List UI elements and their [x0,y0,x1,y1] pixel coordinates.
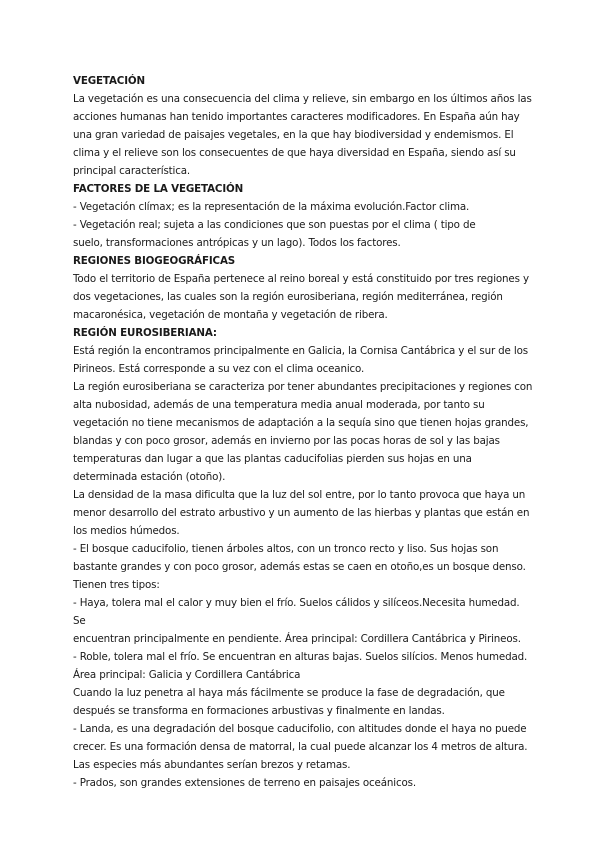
text-line: vegetación no tiene mecanismos de adaptación a la sequía sino que tienen hojas grandes, [73,417,529,429]
text-line: después se transforma en formaciones arbustivas y finalmente en landas. [73,705,445,717]
text-line: - Haya, tolera mal el calor y muy bien el frío. Suelos cálidos y silíceos.Necesita humedad. Se [73,597,520,627]
text-line: - Vegetación real; sujeta a las condiciones que son puestas por el clima ( tipo de [73,219,476,231]
text-line: - El bosque caducifolio, tienen árboles altos, con un tronco recto y liso. Sus hojas son [73,543,499,555]
text-line: crecer. Es una formación densa de matorral, la cual puede alcanzar los 4 metros de altura. [73,741,528,753]
text-line: macaronésica, vegetación de montaña y vegetación de ribera. [73,309,388,321]
text-line: los medios húmedos. [73,525,180,537]
text-line: blandas y con poco grosor, además en invierno por las pocas horas de sol y las bajas [73,435,500,447]
document-body [73,72,533,792]
text-line: alta nubosidad, además de una temperatura media anual moderada, por tanto su [73,399,485,411]
text-line: Está región la encontramos principalmente en Galicia, la Cornisa Cantábrica y el sur de los [73,345,528,357]
text-line: encuentran principalmente en pendiente. Área principal: Cordillera Cantábrica y Pirineos. [73,633,521,645]
text-line: bastante grandes y con poco grosor, además estas se caen en otoño,es un bosque denso. [73,561,526,573]
text-line: acciones humanas han tenido importantes caracteres modificadores. En España aún hay [73,111,520,123]
text-line: Cuando la luz penetra al haya más fácilmente se produce la fase de degradación, que [73,687,505,699]
text-line: - Vegetación clímax; es la representación de la máxima evolución.Factor clima. [73,201,470,213]
text-line: una gran variedad de paisajes vegetales, en la que hay biodiversidad y endemismos. El [73,129,514,141]
text-line: Todo el territorio de España pertenece al reino boreal y está constituido por tres regiones y [73,273,529,285]
text-line: La vegetación es una consecuencia del clima y relieve, sin embargo en los últimos años las [73,93,532,105]
text-line: principal característica. [73,165,191,177]
text-line: La región eurosiberiana se caracteriza por tener abundantes precipitaciones y regiones con [73,381,533,393]
text-line: - Landa, es una degradación del bosque caducifolio, con altitudes donde el haya no puede [73,723,527,735]
text-line: Área principal: Galicia y Cordillera Cantábrica [73,669,301,681]
text-line: Las especies más abundantes serían brezos y retamas. [73,759,351,771]
text-line: dos vegetaciones, las cuales son la región eurosiberiana, región mediterránea, región [73,291,503,303]
text-line: - Prados, son grandes extensiones de terreno en paisajes oceánicos. [73,777,416,789]
text-line: La densidad de la masa dificulta que la luz del sol entre, por lo tanto provoca que haya un [73,489,526,501]
text-line: menor desarrollo del estrato arbustivo y un aumento de las hierbas y plantas que están en [73,507,530,519]
text-line: clima y el relieve son los consecuentes de que haya diversidad en España, siendo así su [73,147,516,159]
text-line: - Roble, tolera mal el frío. Se encuentran en alturas bajas. Suelos silícios. Menos humedad. [73,651,528,663]
text-line: determinada estación (otoño). [73,471,226,483]
section-heading: REGIONES BIOGEOGRÁFICAS [73,255,236,267]
text-line: suelo, transformaciones antrópicas y un lago). Todos los factores. [73,237,401,249]
text-line: Pirineos. Está corresponde a su vez con el clima oceanico. [73,363,365,375]
section-heading: REGIÓN EUROSIBERIANA: [73,327,217,339]
section-heading: VEGETACIÓN [73,75,145,87]
text-line: temperaturas dan lugar a que las plantas caducifolias pierden sus hojas en una [73,453,472,465]
text-line: Tienen tres tipos: [73,579,160,591]
section-heading: FACTORES DE LA VEGETACIÓN [73,183,244,195]
